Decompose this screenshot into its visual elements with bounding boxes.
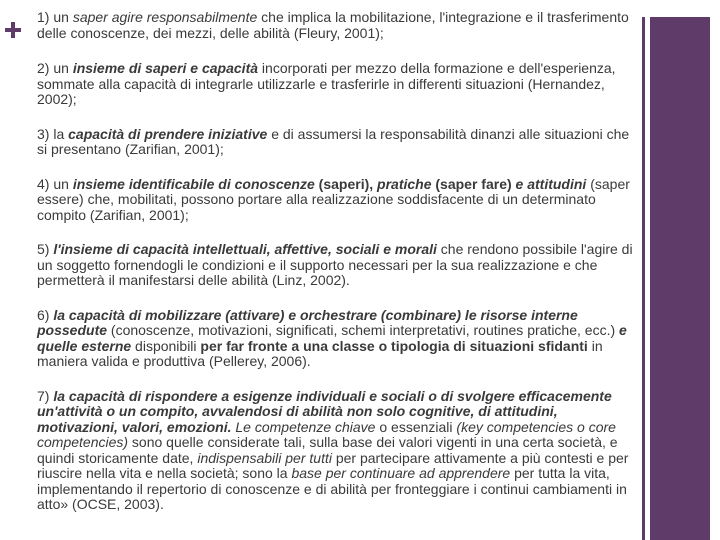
- definition-item-5: [37, 242, 642, 289]
- definition-item-3: [37, 127, 642, 158]
- definition-item-7: [37, 389, 642, 513]
- definition-text-run: capacità di prendere iniziative: [68, 125, 268, 142]
- definition-text-run: Le competenze chiave: [235, 418, 376, 435]
- definition-text-run: 3) la: [37, 125, 69, 142]
- definition-text-run: 5): [37, 241, 54, 257]
- definition-text-run: incorporati per mezzo della formazione e dell'esperienza, sommate alla capacità di integrarle utilizzarle e trasferirle in differenti situazioni (Hernandez, 2002);: [37, 60, 616, 107]
- definition-text-run: che rendono possibile l'agire di un soggetto fornendogli le condizioni e il supporto necessari per la sua realizzazione e che permetterà il manifestarsi delle abilità (Linz, 2002).: [37, 241, 633, 288]
- definition-item-2: [37, 61, 642, 108]
- definition-item-1: [37, 10, 642, 41]
- definition-text-run: in maniera valida e produttiva (Pellerey, 2006).: [37, 337, 603, 369]
- definition-text-run: per partecipare attivamente a più contesti e per riuscire nella vita e nella società; sono la: [37, 449, 629, 481]
- definition-text-run: 4) un: [37, 175, 73, 192]
- definition-item-4: [37, 177, 642, 224]
- definition-text-run: (saper essere) che, mobilitati, possono portare alla realizzazione soddisfacente di un determinato compito (Zarifian, 2001);: [37, 175, 630, 223]
- plus-icon: [5, 22, 21, 38]
- definitions-list: [37, 10, 642, 532]
- definition-text-run: e di assumersi la responsabilità dinanzi alle situazioni che si presentano (Zarifian, 2001);: [37, 125, 630, 157]
- definition-text-run: per far fronte a una classe o tipologia di situazioni sfidanti: [200, 337, 588, 354]
- definition-text-run: pratiche: [377, 175, 432, 192]
- plus-icon-vertical: [11, 22, 15, 38]
- definition-text-run: la capacità di mobilizzare (attivare) e orchestrare (combinare) le risorse interne possedute: [37, 306, 578, 338]
- definition-text-run: 7): [37, 387, 54, 404]
- definition-text-run: sono quelle considerate tali, sulla base dei valori vigenti in una certa società, e quindi storicamente date,: [37, 434, 618, 466]
- accent-bar-wide: [650, 17, 710, 540]
- definition-text-run: 6): [37, 306, 54, 323]
- definition-text-run: la capacità di rispondere a esigenze individuali e sociali o di svolgere efficacemente un'attività o un compito, avvalendosi di abilità non solo cognitive, di attitudini, motivazioni, valori, emozioni.: [37, 387, 612, 435]
- definition-text-run: 1) un: [37, 9, 73, 25]
- definition-text-run: e attitudini: [515, 175, 587, 192]
- definition-item-6: [37, 308, 642, 370]
- definition-text-run: che implica la mobilitazione, l'integrazione e il trasferimento delle conoscenze, dei mezzi, delle abilità (Fleury, 2001);: [37, 9, 629, 41]
- definition-text-run: (saperi),: [314, 175, 378, 192]
- definition-text-run: l'insieme di capacità intellettuali, affettive, sociali e morali: [53, 241, 437, 257]
- definition-text-run: e quelle esterne: [37, 322, 627, 354]
- definition-text-run: 2) un: [37, 60, 73, 76]
- definition-text-run: (conoscenze, motivazioni, significati, schemi interpretativi, routines pratiche, ecc.): [107, 322, 620, 338]
- accent-bar-thin: [642, 17, 645, 540]
- definition-text-run: (key competencies o core competencies): [37, 418, 616, 450]
- definition-text-run: insieme identificabile di conoscenze: [72, 175, 315, 192]
- definition-text-run: indispensabili per tutti: [197, 449, 332, 466]
- definition-text-run: disponibili: [131, 337, 201, 354]
- definition-text-run: saper agire responsabilmente: [72, 9, 258, 25]
- definition-text-run: base per continuare ad apprendere: [291, 465, 511, 481]
- definition-text-run: (saper fare): [431, 175, 516, 192]
- definition-text-run: per tutta la vita, implementando il repertorio di conoscenze e di abilità per fronteggiare i continui cambiamenti in atto» (OCSE, 2003).: [37, 465, 627, 512]
- definition-text-run: insieme di saperi e capacità: [72, 60, 259, 76]
- definition-text-run: o essenziali: [375, 418, 457, 435]
